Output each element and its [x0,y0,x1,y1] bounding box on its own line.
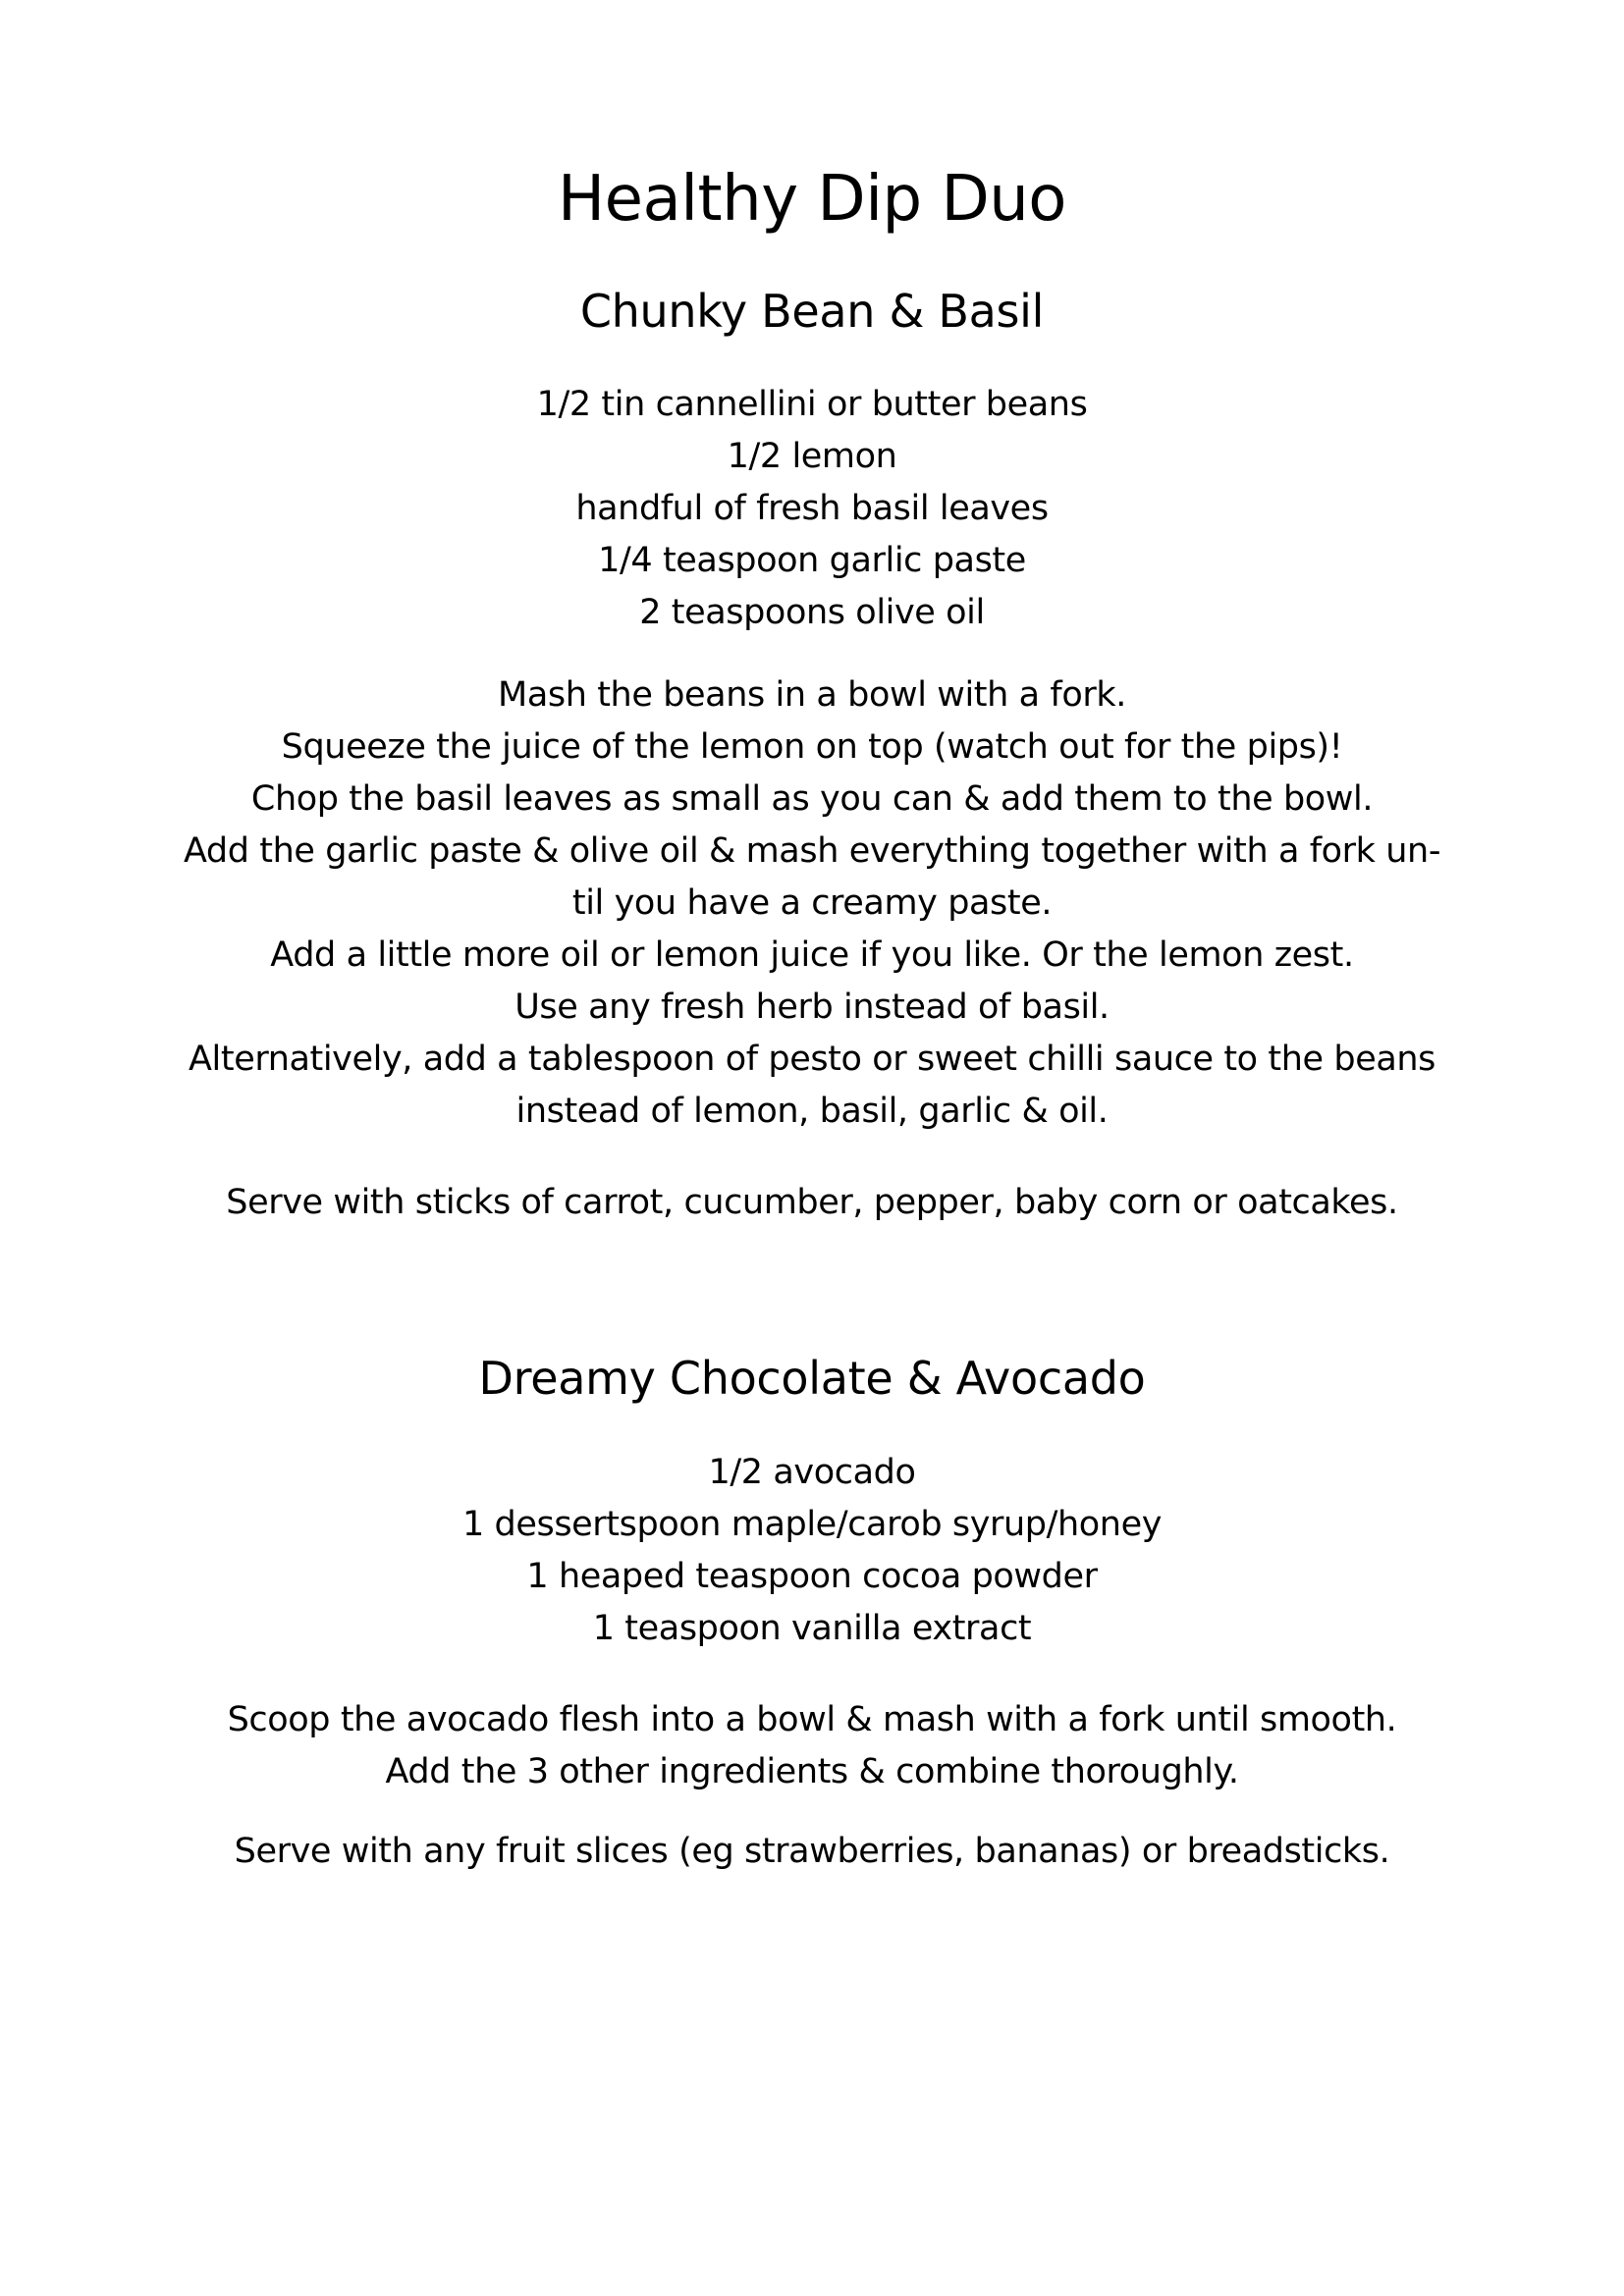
ingredient-item: 1/2 avocado [708,1453,916,1492]
recipe-title-bean-basil: Chunky Bean & Basil [579,285,1045,338]
method-line: instead of lemon, basil, garlic & oil. [515,1092,1109,1131]
method-line: Add a little more oil or lemon juice if you like. Or the lemon zest. [270,935,1354,975]
ingredient-item: 1 heaped teaspoon cocoa powder [526,1557,1098,1596]
method-text-chocolate-avocado [0,1694,1624,1798]
ingredient-item: handful of fresh basil leaves [575,489,1049,528]
page-title: Healthy Dip Duo [558,163,1066,236]
ingredient-list-bean-basil [0,379,1624,639]
serving-suggestion-chocolate-avocado: Serve with any fruit slices (eg strawberries, bananas) or breadsticks. [234,1832,1390,1871]
method-text-bean-basil [0,669,1624,1138]
method-line: Squeeze the juice of the lemon on top (watch out for the pips)! [281,727,1343,767]
method-line: Mash the beans in a bowl with a fork. [498,675,1126,715]
method-line: Add the 3 other ingredients & combine thoroughly. [385,1752,1239,1791]
serving-suggestion-bean-basil: Serve with sticks of carrot, cucumber, pepper, baby corn or oatcakes. [226,1183,1398,1222]
method-line: til you have a creamy paste. [571,883,1053,923]
ingredient-list-chocolate-avocado [0,1447,1624,1655]
ingredient-item: 2 teaspoons olive oil [639,593,985,632]
recipe-title-chocolate-avocado: Dreamy Chocolate & Avocado [478,1352,1146,1405]
method-line: Add the garlic paste & olive oil & mash everything together with a fork un- [183,831,1441,871]
method-line: Alternatively, add a tablespoon of pesto or sweet chilli sauce to the beans [189,1040,1435,1079]
ingredient-item: 1/2 lemon [727,437,897,476]
ingredient-item: 1 teaspoon vanilla extract [592,1609,1032,1648]
method-line: Chop the basil leaves as small as you can & add them to the bowl. [250,779,1374,819]
ingredient-item: 1/2 tin cannellini or butter beans [536,385,1088,424]
ingredient-item: 1 dessertspoon maple/carob syrup/honey [461,1505,1163,1544]
method-line: Scoop the avocado flesh into a bowl & mash with a fork until smooth. [227,1700,1397,1739]
ingredient-item: 1/4 teaspoon garlic paste [598,541,1026,580]
method-line: Use any fresh herb instead of basil. [514,988,1110,1027]
